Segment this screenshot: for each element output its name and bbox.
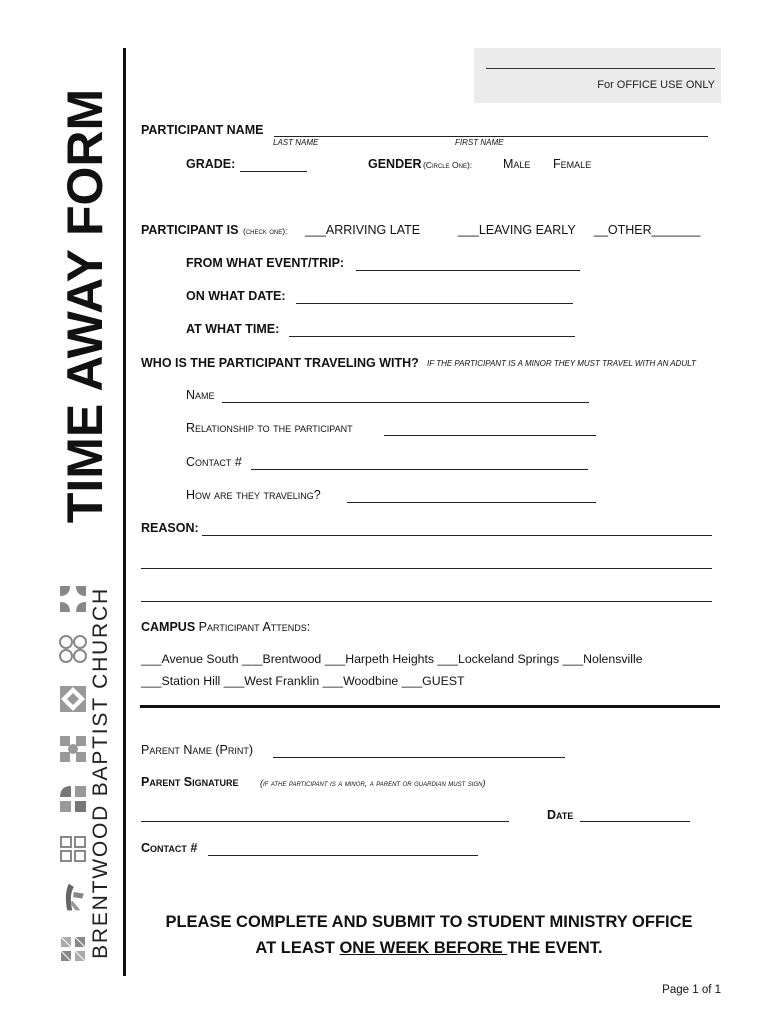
last-name-hint: LAST NAME	[273, 138, 319, 147]
reason-field-line-1[interactable]	[202, 535, 712, 536]
circles-logo-icon	[58, 634, 88, 664]
traveler-name-label: Name	[186, 388, 215, 402]
event-trip-label: FROM WHAT EVENT/TRIP:	[186, 256, 345, 270]
gender-label: GENDER	[368, 157, 422, 171]
event-time-field[interactable]	[289, 336, 575, 337]
date-label: Date	[547, 808, 574, 822]
parent-signature-note: (if athe participant is a minor, a parent or guardian must sign)	[260, 778, 486, 788]
grade-label: GRADE:	[186, 157, 236, 171]
sidebar-divider	[123, 48, 126, 976]
section-divider	[140, 705, 720, 708]
campus-label-rest: Participant Attends:	[198, 620, 311, 634]
date-field[interactable]	[580, 821, 690, 822]
leaving-early-option[interactable]: ___LEAVING EARLY	[458, 223, 576, 237]
diamond-logo-icon	[58, 684, 88, 714]
traveling-minor-note: IF THE PARTICIPANT IS A MINOR THEY MUST TRAVEL WITH AN ADULT	[427, 359, 696, 368]
tiles-logo-icon	[58, 934, 88, 964]
church-name: BRENTWOOD BAPTIST CHURCH	[89, 587, 112, 959]
campus-label	[141, 620, 310, 634]
form-title: TIME AWAY FORM	[57, 88, 113, 524]
check-one-hint: (check one):	[243, 226, 288, 236]
reason-field-line-2[interactable]	[141, 568, 712, 569]
traveling-with-heading: WHO IS THE PARTICIPANT TRAVELING WITH?	[141, 356, 419, 370]
submit-instruction-emphasis: ONE WEEK BEFORE	[339, 939, 508, 957]
submit-instruction-line-1: PLEASE COMPLETE AND SUBMIT TO STUDENT MINISTRY OFFICE	[165, 913, 693, 931]
gender-male-option[interactable]: Male	[503, 157, 531, 171]
submit-instruction-post: THE EVENT.	[507, 939, 603, 957]
parent-signature-label: Parent Signature	[141, 775, 239, 789]
parent-contact-field[interactable]	[208, 855, 478, 856]
parent-name-label: Parent Name (Print)	[141, 743, 253, 757]
event-trip-field[interactable]	[356, 270, 580, 271]
event-date-field[interactable]	[296, 303, 573, 304]
participant-name-label: PARTICIPANT NAME	[141, 123, 264, 137]
relationship-field[interactable]	[384, 435, 596, 436]
squares-logo-icon	[58, 834, 88, 864]
how-traveling-label: How are they traveling?	[186, 488, 321, 502]
reason-field-line-3[interactable]	[141, 601, 712, 602]
grade-field[interactable]	[240, 171, 307, 172]
other-option[interactable]: __OTHER_______	[594, 223, 701, 237]
gender-female-option[interactable]: Female	[553, 157, 592, 171]
campus-options-row-2[interactable]: ___Station Hill ___West Franklin ___Woodbine ___GUEST	[141, 674, 465, 688]
parent-contact-label: Contact #	[141, 841, 198, 855]
parent-signature-field[interactable]	[141, 821, 509, 822]
submit-instruction-line-2	[120, 939, 738, 958]
traveler-contact-label: Contact #	[186, 455, 242, 469]
office-use-box	[474, 48, 721, 103]
cross-logo-icon	[58, 734, 88, 764]
relationship-label: Relationship to the participant	[186, 421, 353, 435]
campus-options-row-1[interactable]: ___Avenue South ___Brentwood ___Harpeth Heights ___Lockeland Springs ___Nolensville	[141, 652, 643, 666]
campus-label-bold: CAMPUS	[141, 620, 196, 634]
traveler-name-field[interactable]	[222, 402, 589, 403]
event-date-label: ON WHAT DATE:	[186, 289, 286, 303]
reason-label: REASON:	[141, 521, 199, 535]
gender-hint: (Circle One):	[423, 160, 473, 170]
office-use-label: For OFFICE USE ONLY	[597, 79, 715, 91]
participant-name-field[interactable]	[274, 136, 708, 137]
how-traveling-field[interactable]	[347, 502, 596, 503]
page-number: Page 1 of 1	[662, 984, 721, 996]
figure-logo-icon	[58, 882, 88, 912]
first-name-hint: FIRST NAME	[455, 138, 504, 147]
quarter-logo-icon	[58, 784, 88, 814]
participant-is-label: PARTICIPANT IS	[141, 223, 239, 237]
submit-instruction-pre: AT LEAST	[255, 939, 340, 957]
arriving-late-option[interactable]: ___ARRIVING LATE	[305, 223, 421, 237]
traveler-contact-field[interactable]	[251, 469, 588, 470]
flower-logo-icon	[58, 584, 88, 614]
parent-name-field[interactable]	[273, 757, 565, 758]
office-use-line[interactable]	[486, 68, 715, 69]
event-time-label: AT WHAT TIME:	[186, 322, 280, 336]
